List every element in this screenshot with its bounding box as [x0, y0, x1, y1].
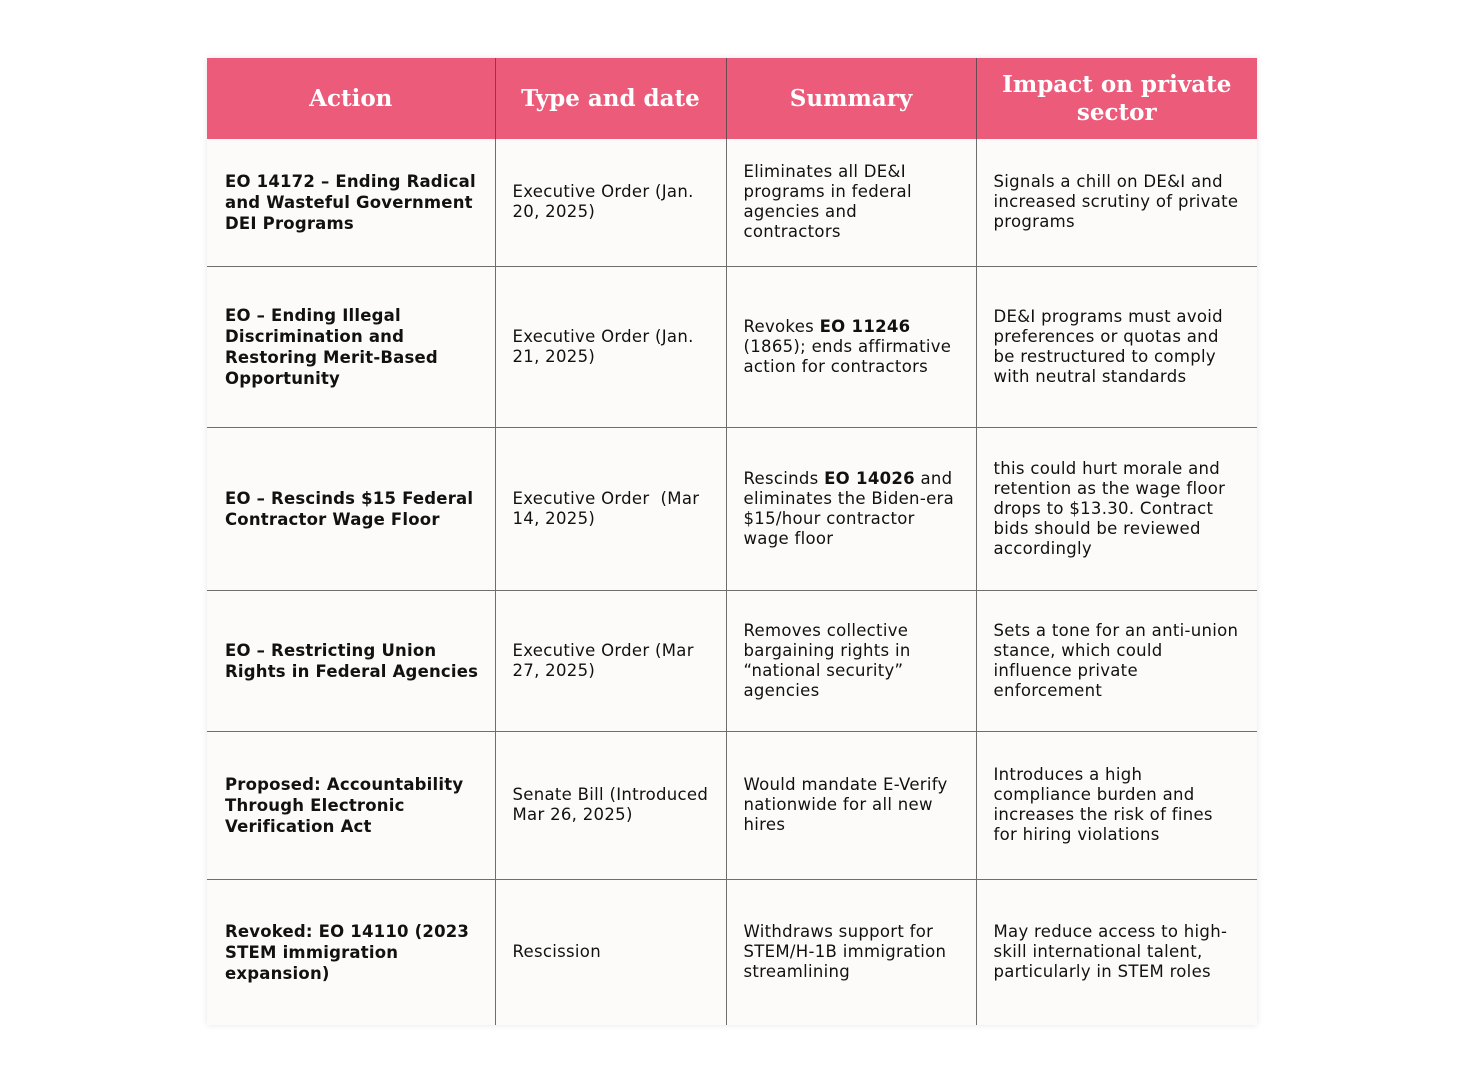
summary-cell: Removes collective bargaining rights in “national security” agencies — [726, 590, 976, 731]
impact-cell: DE&I programs must avoid preferences or quotas and be restructured to comply with neutral standards — [976, 266, 1257, 427]
header-summary: Summary — [726, 58, 976, 139]
impact-cell: Signals a chill on DE&I and increased scrutiny of private programs — [976, 139, 1257, 266]
summary-text: Rescinds — [743, 468, 825, 488]
summary-text: and eliminates the Biden-era $15/hour contractor wage floor — [743, 468, 955, 548]
summary-text: Revokes — [743, 316, 820, 336]
table-row — [207, 427, 1257, 590]
type-date-cell: Senate Bill (Introduced Mar 26, 2025) — [495, 731, 726, 879]
action-cell: EO – Restricting Union Rights in Federal Agencies — [207, 590, 495, 731]
impact-cell: Sets a tone for an anti-union stance, which could influence private enforcement — [976, 590, 1257, 731]
type-date-cell: Executive Order (Mar 14, 2025) — [495, 427, 726, 590]
summary-cell: Would mandate E-Verify nationwide for all new hires — [726, 731, 976, 879]
type-date-cell: Executive Order (Mar 27, 2025) — [495, 590, 726, 731]
summary-cell: Eliminates all DE&I programs in federal agencies and contractors — [726, 139, 976, 266]
action-cell: Revoked: EO 14110 (2023 STEM immigration expansion) — [207, 879, 495, 1025]
impact-cell: Introduces a high compliance burden and increases the risk of fines for hiring violations — [976, 731, 1257, 879]
table-row — [207, 266, 1257, 427]
table-body — [207, 139, 1257, 1025]
header-action: Action — [207, 58, 495, 139]
type-date-cell: Executive Order (Jan. 20, 2025) — [495, 139, 726, 266]
table-row — [207, 139, 1257, 266]
impact-cell: May reduce access to high-skill international talent, particularly in STEM roles — [976, 879, 1257, 1025]
impact-cell: this could hurt morale and retention as the wage floor drops to $13.30. Contract bids should be reviewed accordingly — [976, 427, 1257, 590]
header-type-and-date: Type and date — [495, 58, 726, 139]
action-cell: EO – Ending Illegal Discrimination and Restoring Merit-Based Opportunity — [207, 266, 495, 427]
type-date-cell: Rescission — [495, 879, 726, 1025]
header-impact: Impact on private sector — [976, 58, 1257, 139]
policy-actions-table — [207, 58, 1257, 1025]
summary-cell — [726, 266, 976, 427]
summary-cell — [726, 427, 976, 590]
summary-eo-reference: EO 11246 — [819, 316, 911, 336]
policy-table-card — [207, 58, 1257, 1025]
table-row — [207, 590, 1257, 731]
type-date-cell: Executive Order (Jan. 21, 2025) — [495, 266, 726, 427]
table-row — [207, 731, 1257, 879]
action-cell: EO – Rescinds $15 Federal Contractor Wage Floor — [207, 427, 495, 590]
table-row — [207, 879, 1257, 1025]
summary-eo-reference: EO 14026 — [824, 468, 915, 488]
action-cell: EO 14172 – Ending Radical and Wasteful Government DEI Programs — [225, 171, 476, 233]
summary-cell: Withdraws support for STEM/H-1B immigration streamlining — [726, 879, 976, 1025]
summary-text: (1865); ends affirmative action for contractors — [743, 336, 952, 376]
action-cell: Proposed: Accountability Through Electronic Verification Act — [207, 731, 495, 879]
table-header — [207, 58, 1257, 139]
header-row — [207, 58, 1257, 139]
